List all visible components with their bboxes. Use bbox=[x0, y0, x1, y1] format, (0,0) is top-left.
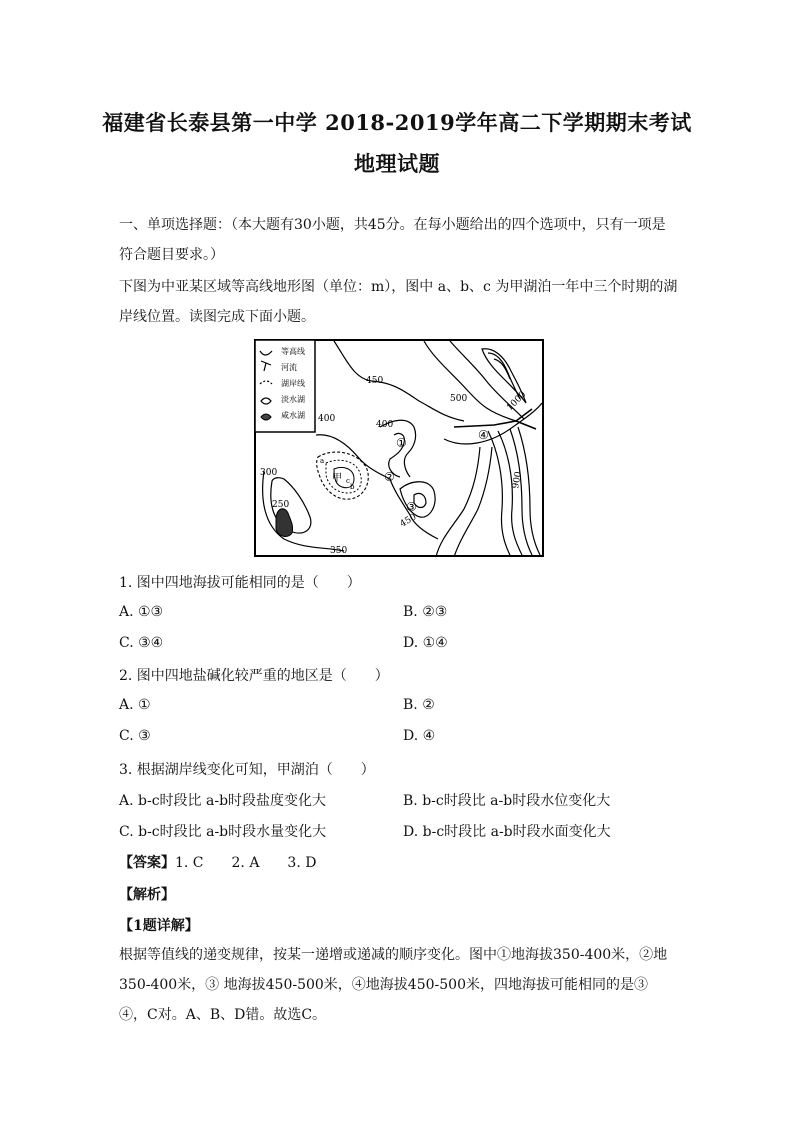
answer-values: 1. C 2. A 3. D bbox=[175, 855, 317, 871]
question-1-stem: 1. 图中四地海拔可能相同的是（ ） bbox=[119, 575, 361, 591]
analysis-text: 根据等值线的递变规律，按某一递增或递减的顺序变化。图中①地海拔350-400米，②地350-400米，③ 地海拔450-500米，④地海拔450-500米，四地海拔可能相同的是③ ④，C对。A、B、D错。故选C。 bbox=[119, 947, 668, 1023]
legend-label: 淡水湖 bbox=[281, 395, 305, 404]
legend-label: 湖岸线 bbox=[281, 379, 305, 388]
contour-map bbox=[254, 339, 544, 557]
contour-label: 900 bbox=[511, 470, 524, 490]
shore-label: c bbox=[346, 477, 350, 485]
contour-label: 450 bbox=[366, 376, 384, 386]
contour-label: 400 bbox=[376, 420, 394, 430]
answer-label: 【答案】 bbox=[119, 855, 175, 871]
question-3-option-b: B. b-c时段比 a-b时段水位变化大 bbox=[403, 793, 611, 809]
contour-label: 350 bbox=[330, 546, 348, 556]
question-2-option-c: C. ③ bbox=[119, 728, 151, 744]
question-1-option-d: D. ①④ bbox=[403, 635, 448, 651]
question-2-stem: 2. 图中四地盐碱化较严重的地区是（ ） bbox=[119, 668, 389, 684]
point-label: ② bbox=[384, 470, 395, 484]
question-1-option-a: A. ①③ bbox=[119, 604, 164, 620]
question-2-option-d: D. ④ bbox=[403, 728, 436, 744]
question-3-option-a: A. b-c时段比 a-b时段盐度变化大 bbox=[119, 793, 327, 809]
document-subtitle: 地理试题 bbox=[354, 151, 440, 176]
question-2-option-b: B. ② bbox=[403, 697, 435, 713]
contour-label: 400 bbox=[318, 414, 336, 424]
legend-label: 河流 bbox=[281, 363, 297, 372]
map-legend bbox=[255, 340, 315, 432]
contour-label: 300 bbox=[260, 468, 278, 478]
question-1-option-b: B. ②③ bbox=[403, 604, 448, 620]
point-label: ④ bbox=[478, 428, 489, 442]
lake-label: 甲 bbox=[332, 473, 342, 484]
point-label: ③ bbox=[406, 500, 417, 514]
question-3-stem: 3. 根据湖岸线变化可知，甲湖泊（ ） bbox=[119, 762, 375, 778]
legend-label: 等高线 bbox=[281, 347, 305, 356]
contour-label: 1000 bbox=[505, 389, 529, 414]
answer-line bbox=[119, 852, 316, 872]
question-stem-intro: 下图为中亚某区域等高线地形图（单位：m），图中 a、b、c 为甲湖泊一年中三个时期的湖岸线位置。读图完成下面小题。 bbox=[119, 279, 678, 325]
document-title: 福建省长泰县第一中学 2018-2019学年高二下学期期末考试 bbox=[102, 110, 692, 135]
shore-label: a bbox=[320, 457, 325, 465]
question-1-option-c: C. ③④ bbox=[119, 635, 164, 651]
question-2-option-a: A. ① bbox=[119, 697, 151, 713]
saltwater-legend-icon bbox=[261, 414, 271, 420]
contour-label: 250 bbox=[272, 500, 290, 510]
point-label: ① bbox=[396, 436, 407, 450]
analysis-sub-label: 【1题详解】 bbox=[119, 918, 199, 934]
legend-label: 咸水湖 bbox=[281, 411, 305, 420]
shore-label: b bbox=[350, 483, 355, 491]
contour-label: 500 bbox=[450, 394, 468, 404]
question-3-option-c: C. b-c时段比 a-b时段水量变化大 bbox=[119, 824, 327, 840]
analysis-label: 【解析】 bbox=[119, 887, 175, 903]
contour-label: 450 bbox=[398, 512, 419, 530]
question-3-option-d: D. b-c时段比 a-b时段水面变化大 bbox=[403, 824, 611, 840]
section-intro: 一、单项选择题：（本大题有30小题，共45分。在每小题给出的四个选项中，只有一项是符合题目要求。） bbox=[119, 217, 666, 263]
